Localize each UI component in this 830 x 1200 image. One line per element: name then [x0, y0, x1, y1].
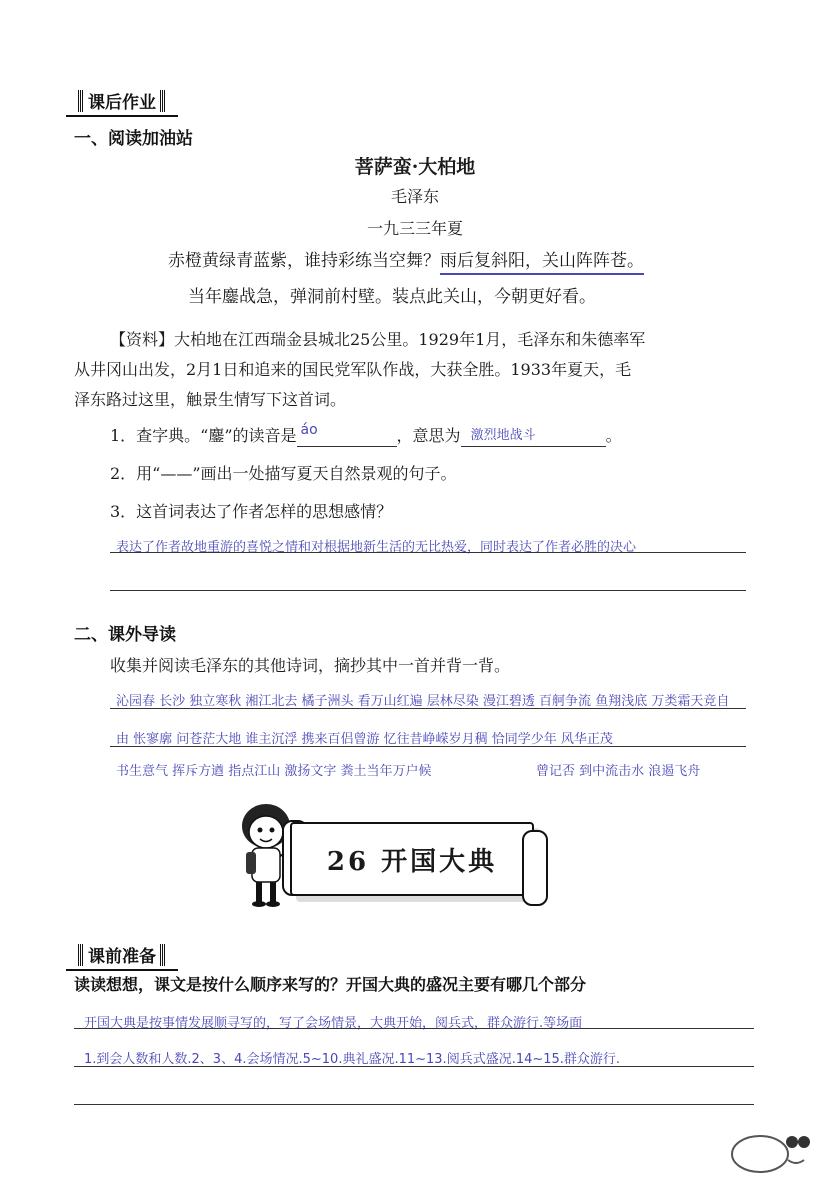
question-1-end: 。	[605, 426, 622, 445]
poem-author: 毛泽东	[390, 187, 439, 206]
pinyin-blank[interactable]	[297, 422, 397, 447]
copy-line-2[interactable]	[110, 746, 746, 747]
answer-line-1[interactable]	[110, 552, 746, 553]
scroll-right-end	[522, 830, 548, 906]
poem-copy-line-1: 沁园春 长沙 独立寒秋 湘江北去 橘子洲头 看万山红遍 层林尽染 漫江碧透 百舸争流 鱼翔浅底 万类霜天竞自	[116, 694, 730, 709]
question-1	[110, 420, 622, 452]
question-3-answer: 表达了作者故地重游的喜悦之情和对根据地新生活的无比热爱，同时表达了作者必胜的决心	[116, 540, 637, 555]
section1-heading: 一、阅读加油站	[74, 129, 193, 149]
poem-line-1a: 赤橙黄绿青蓝紫，谁持彩练当空舞？	[168, 251, 440, 271]
homework-tag	[66, 86, 178, 117]
lesson-title: 26 开国大典	[326, 846, 498, 877]
preparation-tag-label: 课前准备	[88, 947, 156, 967]
order-answer-2: 1.到会人数和人数.2、3、4.会场情况.5~10.典礼盛况.11~13.阅兵式盛况.14~15.群众游行.	[84, 1052, 621, 1067]
question-1-mid: ，意思为	[396, 426, 461, 445]
poem-copy-line-2: 由 怅寥廓 问苍茫大地 谁主沉浮 携来百侣曾游 忆往昔峥嵘岁月稠 恰同学少年 风华正茂	[116, 732, 613, 747]
poem-date: 一九三三年夏	[366, 219, 463, 238]
lesson-title-banner	[290, 822, 534, 896]
page-corner-mascot-icon	[730, 1120, 810, 1180]
section3-question: 读读想想，课文是按什么顺序来写的？开国大典的盛况主要有哪几个部分	[74, 975, 587, 994]
tag-bars-right-2	[160, 944, 166, 966]
poem-copy-line-3a: 书生意气 挥斥方遒 指点江山 激扬文字 粪土当年万户候	[116, 764, 432, 779]
material-line-1: 【资料】大柏地在江西瑞金县城北25公里。1929年1月，毛泽东和朱德率军	[110, 330, 646, 349]
tag-bars-right	[160, 90, 166, 112]
pinyin-answer: áo	[300, 422, 318, 438]
poem-line-1b-underlined: 雨后复斜阳，关山阵阵苍。	[440, 251, 644, 275]
question-1-prefix: 1．查字典。“鏖”的读音是	[110, 426, 297, 445]
meaning-blank[interactable]	[461, 426, 606, 447]
material-line-3: 泽东路过这里，触景生情写下这首词。	[74, 390, 347, 409]
section2-heading: 二、课外导读	[74, 625, 176, 645]
meaning-answer: 激烈地战斗	[470, 428, 536, 443]
poem-line-2: 当年鏖战急，弹洞前村壁。装点此关山，今朝更好看。	[188, 287, 596, 307]
tag-bars-left-2	[78, 944, 84, 966]
tag-bars-left	[78, 90, 84, 112]
poem-line-1	[168, 246, 644, 271]
question-2: 2．用“——”画出一处描写夏天自然景观的句子。	[110, 464, 457, 483]
preparation-tag	[66, 940, 178, 971]
order-answer-1: 开国大典是按事情发展顺寻写的，写了会场情景，大典开始，阅兵式，群众游行.等场面	[84, 1016, 583, 1031]
answer-line-2[interactable]	[110, 590, 746, 591]
question-3: 3．这首词表达了作者怎样的思想感情？	[110, 502, 393, 521]
prep-line-1[interactable]	[74, 1028, 754, 1029]
prep-line-2[interactable]	[74, 1066, 754, 1067]
poem-copy-line-3b: 曾记否 到中流击水 浪遏飞舟	[536, 764, 701, 779]
homework-tag-label: 课后作业	[88, 93, 156, 113]
section2-instruction: 收集并阅读毛泽东的其他诗词，摘抄其中一首并背一背。	[110, 656, 511, 675]
copy-line-1[interactable]	[110, 708, 746, 709]
prep-line-3[interactable]	[74, 1104, 754, 1105]
poem-title: 菩萨蛮·大柏地	[354, 156, 476, 178]
material-line-2: 从井冈山出发，2月1日和追来的国民党军队作战，大获全胜。1933年夏天，毛	[74, 360, 632, 379]
